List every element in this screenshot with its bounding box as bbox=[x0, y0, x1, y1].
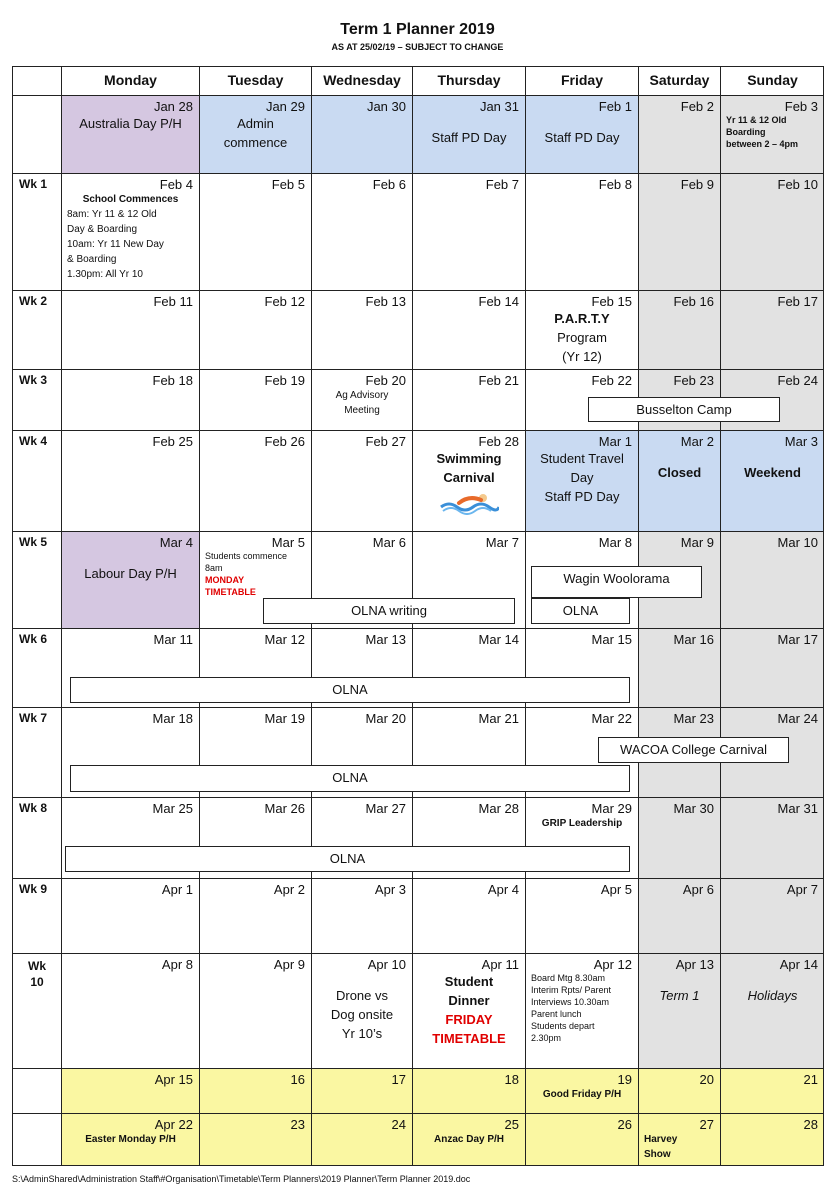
day-cell[interactable] bbox=[525, 95, 638, 173]
day-cell[interactable] bbox=[638, 95, 720, 173]
day-date: Jan 29 bbox=[265, 99, 305, 114]
header-thursday: Thursday bbox=[412, 66, 525, 95]
day-note: Good Friday P/H bbox=[542, 1089, 622, 1100]
day-note: 1.30pm: All Yr 10 bbox=[67, 269, 143, 280]
day-cell[interactable] bbox=[311, 430, 412, 531]
day-date: Feb 22 bbox=[591, 373, 632, 388]
week-label: Wk 4 bbox=[12, 430, 61, 531]
day-cell[interactable] bbox=[720, 953, 824, 1068]
day-date: 26 bbox=[617, 1117, 632, 1132]
day-date: Mar 10 bbox=[777, 535, 818, 550]
day-cell[interactable] bbox=[638, 173, 720, 290]
day-cell[interactable] bbox=[525, 430, 638, 531]
day-date: Mar 26 bbox=[264, 801, 305, 816]
day-cell[interactable] bbox=[61, 1113, 199, 1166]
day-cell[interactable] bbox=[720, 290, 824, 369]
day-date: Feb 8 bbox=[598, 177, 632, 192]
day-cell[interactable] bbox=[412, 290, 525, 369]
day-cell[interactable] bbox=[525, 1068, 638, 1113]
day-cell[interactable] bbox=[412, 173, 525, 290]
day-cell[interactable] bbox=[311, 1113, 412, 1166]
day-date: Feb 19 bbox=[264, 373, 305, 388]
day-note: Swimming bbox=[436, 451, 502, 466]
day-date: Mar 4 bbox=[159, 535, 193, 550]
day-cell[interactable] bbox=[61, 290, 199, 369]
day-cell[interactable] bbox=[412, 1113, 525, 1166]
day-date: Mar 30 bbox=[673, 801, 714, 816]
day-cell[interactable] bbox=[638, 290, 720, 369]
day-date: Mar 1 bbox=[598, 434, 632, 449]
day-note: Staff PD Day bbox=[431, 130, 507, 145]
day-date: Feb 28 bbox=[478, 434, 519, 449]
day-cell[interactable] bbox=[412, 369, 525, 430]
week-label: Wk 9 bbox=[12, 878, 61, 953]
day-cell[interactable] bbox=[638, 953, 720, 1068]
day-note: Students depart bbox=[531, 1021, 595, 1031]
day-note: Interim Rpts/ Parent bbox=[531, 985, 612, 995]
day-date: 25 bbox=[504, 1117, 519, 1132]
day-cell[interactable] bbox=[412, 878, 525, 953]
day-cell[interactable] bbox=[199, 1113, 311, 1166]
day-cell[interactable] bbox=[412, 1068, 525, 1113]
day-note: Weekend bbox=[744, 465, 801, 480]
day-note: Meeting bbox=[344, 405, 380, 416]
day-note: commence bbox=[223, 135, 288, 150]
day-date: Feb 1 bbox=[598, 99, 632, 114]
day-date: Feb 10 bbox=[777, 177, 818, 192]
day-date: 24 bbox=[391, 1117, 406, 1132]
day-cell[interactable] bbox=[525, 173, 638, 290]
day-date: Feb 11 bbox=[153, 294, 193, 309]
day-date: Jan 31 bbox=[479, 99, 519, 114]
day-date: Feb 5 bbox=[271, 177, 305, 192]
day-cell[interactable] bbox=[525, 953, 638, 1068]
day-date: 23 bbox=[290, 1117, 305, 1132]
day-date: Apr 11 bbox=[481, 957, 519, 972]
day-cell[interactable] bbox=[720, 173, 824, 290]
day-date: Mar 21 bbox=[478, 711, 519, 726]
day-cell[interactable] bbox=[720, 430, 824, 531]
day-note: Boarding bbox=[726, 127, 766, 137]
day-note: 2.30pm bbox=[531, 1033, 562, 1043]
day-note: Holidays bbox=[747, 988, 798, 1003]
week-label: Wk 8 bbox=[12, 797, 61, 878]
header-wednesday: Wednesday bbox=[311, 66, 412, 95]
event-bar[interactable]: OLNA bbox=[70, 677, 630, 703]
day-note: 8am bbox=[205, 563, 223, 573]
day-date: Apr 1 bbox=[161, 882, 193, 897]
day-cell[interactable] bbox=[61, 953, 199, 1068]
day-note: Parent lunch bbox=[531, 1009, 582, 1019]
day-date: Feb 26 bbox=[264, 434, 305, 449]
day-note: Yr 10’s bbox=[341, 1026, 383, 1041]
day-note: Australia Day P/H bbox=[79, 116, 182, 131]
day-note: GRIP Leadership bbox=[541, 818, 623, 829]
day-note: Admin bbox=[237, 116, 274, 131]
day-cell[interactable] bbox=[199, 173, 311, 290]
day-date: Feb 17 bbox=[777, 294, 818, 309]
header-tuesday: Tuesday bbox=[199, 66, 311, 95]
header-sunday: Sunday bbox=[720, 66, 824, 95]
day-cell[interactable] bbox=[412, 95, 525, 173]
day-cell[interactable] bbox=[61, 95, 199, 173]
day-cell[interactable] bbox=[61, 878, 199, 953]
day-note: & Boarding bbox=[67, 254, 117, 265]
day-note: Closed bbox=[657, 465, 702, 480]
day-date: 17 bbox=[391, 1072, 406, 1087]
day-cell[interactable] bbox=[61, 1068, 199, 1113]
day-date: Mar 19 bbox=[264, 711, 305, 726]
week-label: Wk 3 bbox=[12, 369, 61, 430]
day-date: Mar 14 bbox=[478, 632, 519, 647]
day-date: Feb 4 bbox=[159, 177, 193, 192]
week-label bbox=[12, 95, 61, 173]
day-date: Mar 29 bbox=[591, 801, 632, 816]
day-date: Mar 22 bbox=[591, 711, 632, 726]
day-date: Feb 24 bbox=[777, 373, 818, 388]
day-cell[interactable] bbox=[199, 878, 311, 953]
day-date: Apr 9 bbox=[273, 957, 305, 972]
day-note: TIMETABLE bbox=[432, 1031, 506, 1046]
day-cell[interactable] bbox=[199, 369, 311, 430]
day-date: Apr 12 bbox=[593, 957, 632, 972]
header-friday: Friday bbox=[525, 66, 638, 95]
day-cell[interactable] bbox=[311, 953, 412, 1068]
day-date: Feb 9 bbox=[680, 177, 714, 192]
day-cell[interactable] bbox=[720, 531, 824, 628]
day-cell[interactable] bbox=[61, 531, 199, 628]
day-note: Board Mtg 8.30am bbox=[531, 973, 606, 983]
day-date: 28 bbox=[803, 1117, 818, 1132]
day-cell[interactable] bbox=[720, 878, 824, 953]
day-date: Mar 13 bbox=[365, 632, 406, 647]
day-date: Mar 12 bbox=[264, 632, 305, 647]
day-cell[interactable] bbox=[638, 430, 720, 531]
event-bar[interactable]: OLNA bbox=[65, 846, 630, 872]
day-cell[interactable] bbox=[638, 797, 720, 878]
day-date: Feb 12 bbox=[264, 294, 305, 309]
day-note: between 2 – 4pm bbox=[726, 139, 799, 149]
day-date: Mar 17 bbox=[777, 632, 818, 647]
day-cell[interactable] bbox=[638, 1113, 720, 1166]
day-note: P.A.R.T.Y bbox=[554, 311, 610, 326]
footer-file-path: S:\AdminShared\Administration Staff\#Organisation\Timetable\Term Planners\2019 Planner\Term Planner 2019.doc bbox=[12, 1174, 471, 1184]
header-monday: Monday bbox=[61, 66, 199, 95]
planner-grid bbox=[12, 66, 824, 1166]
day-date: Apr 7 bbox=[786, 882, 818, 897]
day-date: Mar 15 bbox=[591, 632, 632, 647]
day-note: TIMETABLE bbox=[205, 587, 256, 597]
day-cell[interactable] bbox=[720, 797, 824, 878]
day-date: Mar 9 bbox=[680, 535, 714, 550]
day-note: Carnival bbox=[443, 470, 495, 485]
day-note: School Commences bbox=[82, 194, 179, 205]
day-date: Feb 7 bbox=[485, 177, 519, 192]
day-cell[interactable] bbox=[311, 173, 412, 290]
day-date: Mar 7 bbox=[485, 535, 519, 550]
page-title: Term 1 Planner 2019 bbox=[340, 21, 495, 38]
day-date: Jan 28 bbox=[153, 99, 193, 114]
day-note: Dinner bbox=[448, 993, 490, 1008]
day-cell[interactable] bbox=[199, 430, 311, 531]
day-cell[interactable] bbox=[525, 1113, 638, 1166]
day-note: Students commence bbox=[205, 551, 288, 561]
day-date: Feb 20 bbox=[365, 373, 406, 388]
day-date: Mar 6 bbox=[372, 535, 406, 550]
day-note: Interviews 10.30am bbox=[531, 997, 610, 1007]
day-note: Student Travel bbox=[540, 451, 624, 466]
day-date: Mar 3 bbox=[784, 434, 818, 449]
day-note: Show bbox=[644, 1149, 671, 1160]
day-date: Apr 14 bbox=[779, 957, 818, 972]
day-date: Apr 3 bbox=[374, 882, 406, 897]
day-date: Feb 13 bbox=[365, 294, 406, 309]
swimmer-icon bbox=[439, 489, 499, 515]
day-cell[interactable] bbox=[311, 290, 412, 369]
event-bar[interactable]: OLNA bbox=[531, 598, 630, 624]
week-label: Wk 2 bbox=[12, 290, 61, 369]
day-date: Mar 28 bbox=[478, 801, 519, 816]
week-label: Wk 6 bbox=[12, 628, 61, 707]
day-cell[interactable] bbox=[199, 290, 311, 369]
week-label bbox=[12, 1068, 61, 1113]
day-date: 18 bbox=[504, 1072, 519, 1087]
day-date: Mar 27 bbox=[365, 801, 406, 816]
day-cell[interactable] bbox=[311, 1068, 412, 1113]
day-note: Dog onsite bbox=[330, 1007, 394, 1022]
week-label bbox=[12, 1113, 61, 1166]
day-date: Jan 30 bbox=[366, 99, 406, 114]
day-date: Apr 15 bbox=[154, 1072, 193, 1087]
day-note: Yr 11 & 12 Old bbox=[726, 115, 787, 125]
day-cell[interactable] bbox=[199, 1068, 311, 1113]
day-date: Apr 22 bbox=[154, 1117, 193, 1132]
day-date: Mar 16 bbox=[673, 632, 714, 647]
day-cell[interactable] bbox=[61, 173, 199, 290]
day-note: Day bbox=[570, 470, 594, 485]
day-cell[interactable] bbox=[311, 369, 412, 430]
event-bar[interactable]: OLNA bbox=[70, 765, 630, 792]
day-date: Feb 14 bbox=[478, 294, 519, 309]
day-date: Feb 15 bbox=[591, 294, 632, 309]
day-cell[interactable] bbox=[720, 1068, 824, 1113]
day-cell[interactable] bbox=[525, 290, 638, 369]
week-label: Wk 7 bbox=[12, 707, 61, 797]
day-note: Ag Advisory bbox=[335, 390, 389, 401]
day-date: Apr 4 bbox=[487, 882, 519, 897]
day-note: Student bbox=[444, 974, 494, 989]
day-note: Day & Boarding bbox=[67, 224, 138, 235]
day-date: Apr 5 bbox=[600, 882, 632, 897]
day-cell[interactable] bbox=[61, 430, 199, 531]
day-cell[interactable] bbox=[311, 95, 412, 173]
day-date: Mar 2 bbox=[680, 434, 714, 449]
day-date: 16 bbox=[290, 1072, 305, 1087]
day-date: Mar 11 bbox=[153, 632, 193, 647]
day-date: Apr 10 bbox=[367, 957, 406, 972]
day-note: Labour Day P/H bbox=[84, 566, 177, 581]
week-label: Wk 5 bbox=[12, 531, 61, 628]
day-cell[interactable] bbox=[720, 1113, 824, 1166]
day-cell[interactable] bbox=[638, 628, 720, 707]
event-bar[interactable]: OLNA writing bbox=[263, 598, 515, 624]
day-date: Mar 24 bbox=[777, 711, 818, 726]
page-subtitle: AS AT 25/02/19 – SUBJECT TO CHANGE bbox=[331, 42, 504, 52]
day-cell[interactable] bbox=[720, 95, 824, 173]
day-cell[interactable] bbox=[525, 878, 638, 953]
day-date: 27 bbox=[699, 1117, 714, 1132]
event-bar[interactable]: Busselton Camp bbox=[588, 397, 780, 422]
day-date: Apr 8 bbox=[161, 957, 193, 972]
day-date: Feb 23 bbox=[673, 373, 714, 388]
day-date: Apr 13 bbox=[675, 957, 714, 972]
day-date: Mar 31 bbox=[777, 801, 818, 816]
day-cell[interactable] bbox=[199, 95, 311, 173]
day-date: Feb 2 bbox=[680, 99, 714, 114]
day-cell[interactable] bbox=[720, 628, 824, 707]
day-date: Feb 18 bbox=[152, 373, 193, 388]
day-note: FRIDAY bbox=[445, 1012, 493, 1027]
day-date: 21 bbox=[803, 1072, 818, 1087]
day-note: Program bbox=[557, 330, 607, 345]
day-date: Feb 16 bbox=[673, 294, 714, 309]
header-corner bbox=[12, 66, 61, 95]
header-saturday: Saturday bbox=[638, 66, 720, 95]
day-cell[interactable] bbox=[638, 878, 720, 953]
day-note: Staff PD Day bbox=[544, 130, 620, 145]
day-date: Feb 25 bbox=[152, 434, 193, 449]
day-date: 19 bbox=[617, 1072, 632, 1087]
day-note: Easter Monday P/H bbox=[85, 1134, 176, 1145]
day-date: 20 bbox=[699, 1072, 714, 1087]
day-note: 10am: Yr 11 New Day bbox=[67, 239, 164, 250]
day-note: Term 1 bbox=[659, 988, 700, 1003]
day-note: Anzac Day P/H bbox=[433, 1134, 505, 1145]
day-date: Apr 2 bbox=[273, 882, 305, 897]
event-bar[interactable]: WACOA College Carnival bbox=[598, 737, 789, 763]
day-note: Drone vs bbox=[335, 988, 389, 1003]
week-label: Wk 10 bbox=[12, 953, 61, 1068]
day-date: Feb 6 bbox=[372, 177, 406, 192]
event-bar[interactable]: Wagin Woolorama bbox=[531, 566, 702, 598]
day-cell[interactable] bbox=[638, 1068, 720, 1113]
day-date: Mar 18 bbox=[152, 711, 193, 726]
day-note: MONDAY bbox=[205, 575, 245, 585]
day-cell[interactable] bbox=[61, 369, 199, 430]
day-note: Staff PD Day bbox=[544, 489, 620, 504]
day-note: 8am: Yr 11 & 12 Old bbox=[67, 209, 157, 220]
day-date: Apr 6 bbox=[682, 882, 714, 897]
day-date: Mar 5 bbox=[271, 535, 305, 550]
day-cell[interactable] bbox=[412, 953, 525, 1068]
day-date: Feb 27 bbox=[365, 434, 406, 449]
day-date: Mar 25 bbox=[152, 801, 193, 816]
day-note: Harvey bbox=[644, 1134, 678, 1145]
day-note: (Yr 12) bbox=[562, 349, 602, 364]
day-date: Mar 8 bbox=[598, 535, 632, 550]
day-date: Mar 23 bbox=[673, 711, 714, 726]
day-cell[interactable] bbox=[199, 953, 311, 1068]
week-label: Wk 1 bbox=[12, 173, 61, 290]
day-date: Feb 21 bbox=[478, 373, 519, 388]
day-date: Feb 3 bbox=[784, 99, 818, 114]
day-cell[interactable] bbox=[311, 878, 412, 953]
day-cell[interactable] bbox=[412, 430, 525, 531]
day-date: Mar 20 bbox=[365, 711, 406, 726]
